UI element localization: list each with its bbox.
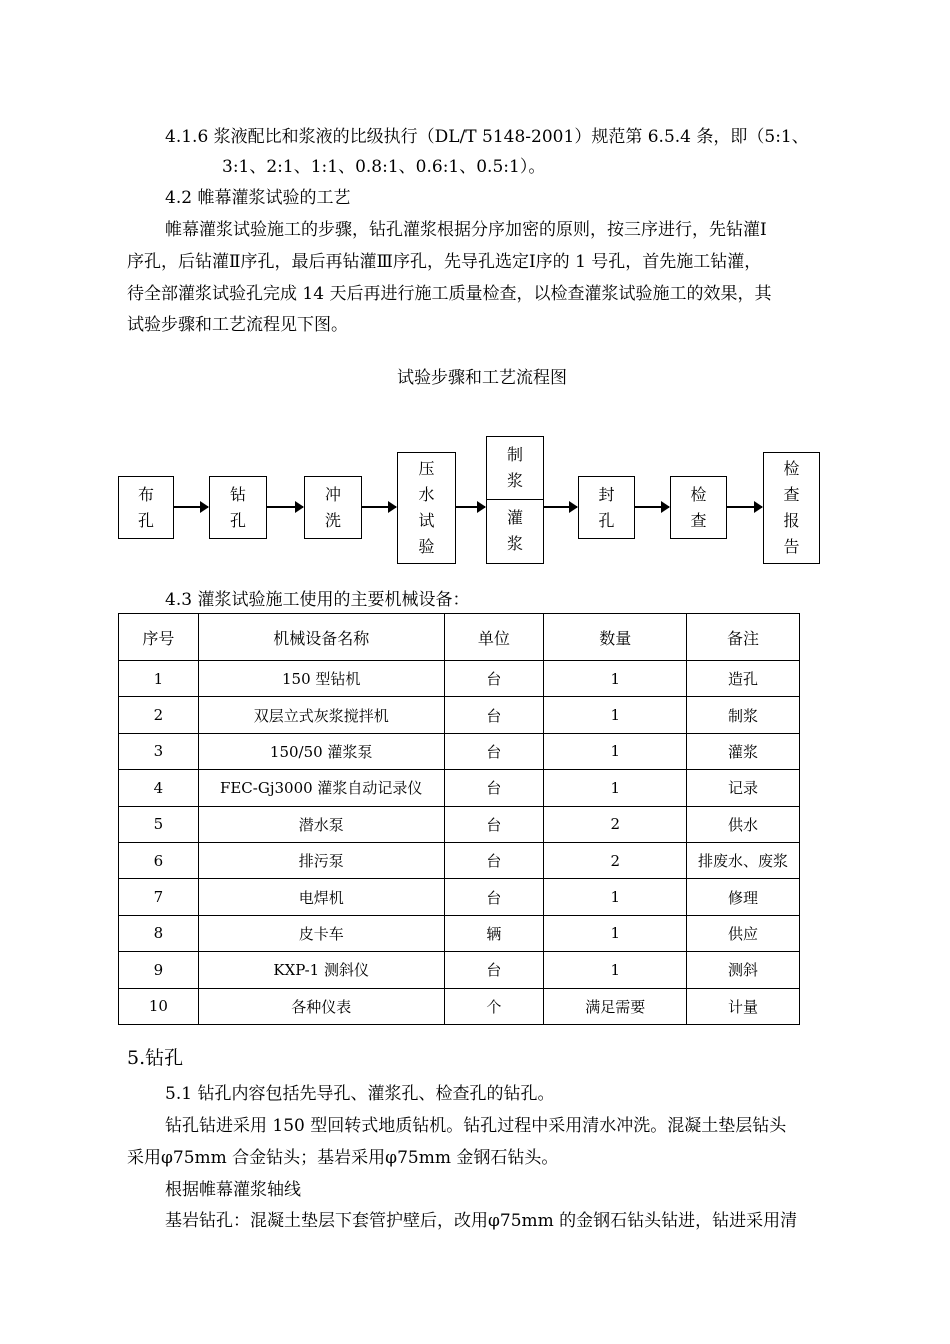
paragraph-4-2-line-2: 序孔，后钻灌Ⅱ序孔，最后再钻灌Ⅲ序孔，先导孔选定Ⅰ序的 1 号孔，首先施工钻灌， xyxy=(127,252,762,272)
flow-step-inspection-report xyxy=(763,452,820,564)
flowchart-title: 试验步骤和工艺流程图 xyxy=(397,368,567,388)
cell-remark: 供水 xyxy=(687,806,800,842)
table-row xyxy=(119,988,800,1024)
cell-name: 电焊机 xyxy=(198,879,444,915)
paragraph-4-1-6-line-2: 3:1、2:1、1:1、0.8:1、0.6:1、0.5:1）。 xyxy=(222,157,546,177)
cell-index: 7 xyxy=(119,879,199,915)
table-row xyxy=(119,842,800,878)
cell-index: 5 xyxy=(119,806,199,842)
flow-step-drilling xyxy=(209,476,267,539)
cell-remark: 供应 xyxy=(687,915,800,951)
flow-step-inspection xyxy=(670,476,727,539)
header-quantity: 数量 xyxy=(544,614,687,661)
cell-index: 10 xyxy=(119,988,199,1024)
cell-quantity: 1 xyxy=(544,915,687,951)
flow-arrow xyxy=(544,506,577,508)
cell-unit: 台 xyxy=(444,697,544,733)
cell-remark: 造孔 xyxy=(687,661,800,697)
flow-step-water-pressure-test xyxy=(397,452,456,564)
flow-arrow xyxy=(267,506,303,508)
equipment-caption: 4.3 灌浆试验施工使用的主要机械设备： xyxy=(165,590,470,610)
flow-step-label: 压水试验 xyxy=(418,459,435,556)
flow-step-label: 灌浆 xyxy=(506,508,523,553)
cell-name: 双层立式灰浆搅拌机 xyxy=(198,697,444,733)
flow-step-sealing xyxy=(578,476,635,539)
cell-unit: 台 xyxy=(444,842,544,878)
table-row xyxy=(119,806,800,842)
cell-index: 2 xyxy=(119,697,199,733)
paragraph-4-2-line-4: 试验步骤和工艺流程见下图。 xyxy=(127,315,348,335)
cell-remark: 修理 xyxy=(687,879,800,915)
header-index: 序号 xyxy=(119,614,199,661)
cell-remark: 记录 xyxy=(687,770,800,806)
cell-index: 3 xyxy=(119,733,199,769)
paragraph-grouting-axis: 根据帷幕灌浆轴线 xyxy=(165,1180,301,1200)
cell-quantity: 满足需要 xyxy=(544,988,687,1024)
heading-section-5: 5.钻孔 xyxy=(127,1047,184,1069)
cell-quantity: 1 xyxy=(544,770,687,806)
cell-name: 潜水泵 xyxy=(198,806,444,842)
cell-quantity: 1 xyxy=(544,697,687,733)
cell-remark: 灌浆 xyxy=(687,733,800,769)
cell-quantity: 1 xyxy=(544,879,687,915)
flow-step-label: 检查 xyxy=(690,484,707,530)
flow-arrow xyxy=(174,506,208,508)
flow-arrow xyxy=(456,506,485,508)
cell-index: 9 xyxy=(119,952,199,988)
flow-step-label: 冲洗 xyxy=(324,484,341,530)
cell-name: 150 型钻机 xyxy=(198,661,444,697)
equipment-table xyxy=(118,613,800,1025)
cell-name: KXP-1 测斜仪 xyxy=(198,952,444,988)
cell-unit: 个 xyxy=(444,988,544,1024)
cell-unit: 台 xyxy=(444,952,544,988)
table-row xyxy=(119,733,800,769)
cell-index: 6 xyxy=(119,842,199,878)
paragraph-4-1-6-line-1: 4.1.6 浆液配比和浆液的比级执行（DL/T 5148-2001）规范第 6.5.4 条，即（5:1、 xyxy=(165,127,809,147)
heading-4-2: 4.2 帷幕灌浆试验的工艺 xyxy=(165,188,351,208)
table-row xyxy=(119,697,800,733)
cell-name: 皮卡车 xyxy=(198,915,444,951)
flow-box-divider xyxy=(487,499,543,500)
cell-index: 1 xyxy=(119,661,199,697)
flow-arrow xyxy=(635,506,669,508)
flow-step-flushing xyxy=(304,476,362,539)
cell-unit: 台 xyxy=(444,733,544,769)
flow-step-label: 钻孔 xyxy=(229,484,246,530)
flow-arrow xyxy=(362,506,396,508)
table-row xyxy=(119,952,800,988)
table-row xyxy=(119,879,800,915)
flow-arrow xyxy=(727,506,762,508)
flow-step-label: 布孔 xyxy=(137,484,154,530)
cell-name: 150/50 灌浆泵 xyxy=(198,733,444,769)
paragraph-drilling-line-2: 采用φ75mm 合金钻头；基岩采用φ75mm 金钢石钻头。 xyxy=(127,1148,559,1168)
header-remark: 备注 xyxy=(687,614,800,661)
flow-step-mixing-grouting xyxy=(486,436,544,564)
paragraph-4-2-line-3: 待全部灌浆试验孔完成 14 天后再进行施工质量检查，以检查灌浆试验施工的效果，其 xyxy=(127,284,772,304)
cell-unit: 辆 xyxy=(444,915,544,951)
cell-quantity: 2 xyxy=(544,806,687,842)
cell-quantity: 1 xyxy=(544,952,687,988)
table-header-row xyxy=(119,614,800,661)
cell-name: 排污泵 xyxy=(198,842,444,878)
cell-index: 4 xyxy=(119,770,199,806)
paragraph-drilling-line-1: 钻孔钻进采用 150 型回转式地质钻机。钻孔过程中采用清水冲洗。混凝土垫层钻头 xyxy=(165,1116,787,1136)
cell-remark: 排废水、废浆 xyxy=(687,842,800,878)
cell-remark: 测斜 xyxy=(687,952,800,988)
flow-step-label: 封孔 xyxy=(598,484,615,530)
cell-unit: 台 xyxy=(444,770,544,806)
paragraph-5-1: 5.1 钻孔内容包括先导孔、灌浆孔、检查孔的钻孔。 xyxy=(165,1084,555,1104)
cell-quantity: 1 xyxy=(544,661,687,697)
cell-name: 各种仪表 xyxy=(198,988,444,1024)
cell-quantity: 1 xyxy=(544,733,687,769)
flow-step-label: 检查报告 xyxy=(783,459,800,556)
table-row xyxy=(119,661,800,697)
cell-unit: 台 xyxy=(444,879,544,915)
table-row xyxy=(119,915,800,951)
cell-name: FEC-Gj3000 灌浆自动记录仪 xyxy=(198,770,444,806)
flow-step-label: 制浆 xyxy=(506,445,523,490)
paragraph-bedrock-drilling: 基岩钻孔：混凝土垫层下套管护壁后，改用φ75mm 的金钢石钻头钻进，钻进采用清 xyxy=(165,1211,798,1231)
cell-unit: 台 xyxy=(444,806,544,842)
cell-remark: 制浆 xyxy=(687,697,800,733)
cell-remark: 计量 xyxy=(687,988,800,1024)
cell-quantity: 2 xyxy=(544,842,687,878)
header-equipment-name: 机械设备名称 xyxy=(198,614,444,661)
paragraph-4-2-line-1: 帷幕灌浆试验施工的步骤，钻孔灌浆根据分序加密的原则，按三序进行，先钻灌Ⅰ xyxy=(165,220,767,240)
table-row xyxy=(119,770,800,806)
cell-index: 8 xyxy=(119,915,199,951)
cell-unit: 台 xyxy=(444,661,544,697)
flow-step-layout-holes xyxy=(118,476,174,539)
header-unit: 单位 xyxy=(444,614,544,661)
